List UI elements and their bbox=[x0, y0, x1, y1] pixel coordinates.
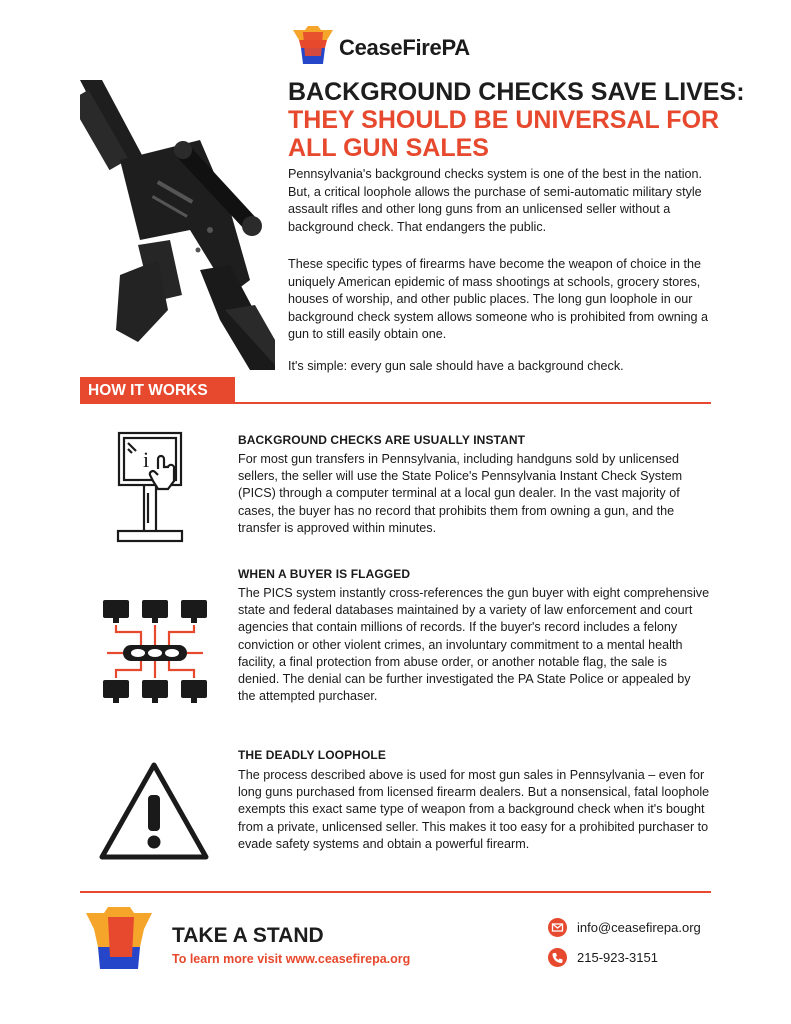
email-icon bbox=[548, 918, 567, 937]
keystone-logo-icon bbox=[291, 26, 335, 66]
computer-network-icon bbox=[103, 600, 207, 704]
headline-part-2: THEY SHOULD BE UNIVERSAL FOR ALL GUN SALES bbox=[288, 106, 720, 162]
website-link[interactable]: To learn more visit www.ceasefirepa.org bbox=[172, 952, 411, 966]
brand-name: CeaseFirePA bbox=[339, 35, 470, 60]
intro-paragraph: These specific types of firearms have become the weapon of choice in the uniquely American epidemic of mass shootings at schools, grocery stores, houses of worship, and other public places. The long gun loophole in our background check system allows someone who is prohibited from owning a gun to still easily obtain one. bbox=[288, 257, 709, 342]
kiosk-touchscreen-icon bbox=[110, 431, 190, 546]
section-title: BACKGROUND CHECKS ARE USUALLY INSTANT bbox=[238, 433, 526, 447]
phone-icon bbox=[548, 948, 567, 967]
section-divider bbox=[80, 402, 711, 404]
rifle-image bbox=[80, 80, 275, 370]
section-body: The process described above is used for most gun sales in Pennsylvania – even for long guns purchased from licensed firearm dealers. But a nonsensical, fatal loophole exempts this exact same type of weapon from a background check when it's bought from a private, unlicensed seller. This makes it too easy for a prohibited purchaser to evade safety systems and obtain a powerful firearm. bbox=[238, 768, 710, 851]
section-body: For most gun transfers in Pennsylvania, including handguns sold by unlicensed sellers, the seller will use the State Police's Pennsylvania Instant Check System (PICS) through a computer terminal at a local gun dealer. In the vast majority of cases, the buyer has no record that prohibits them from owning a gun, and the transfer is approved within minutes. bbox=[238, 452, 683, 535]
warning-triangle-icon bbox=[98, 761, 210, 861]
intro-paragraph: Pennsylvania's background checks system is one of the best in the nation. But, a critical loophole allows the purchase of semi-automatic military style assault rifles and other long guns from an unlicensed seller without a background check. That endangers the public. bbox=[288, 167, 703, 234]
section-title: WHEN A BUYER IS FLAGGED bbox=[238, 567, 411, 581]
keystone-logo-icon bbox=[86, 907, 152, 969]
email-link[interactable]: info@ceasefirepa.org bbox=[577, 920, 701, 935]
how-it-works-banner: HOW IT WORKS bbox=[80, 377, 235, 404]
headline-part-1: BACKGROUND CHECKS SAVE LIVES: bbox=[288, 78, 745, 106]
headline bbox=[288, 78, 758, 162]
ceasefirepa-logo bbox=[291, 26, 506, 66]
take-a-stand-title: TAKE A STAND bbox=[172, 924, 324, 947]
section-title: THE DEADLY LOOPHOLE bbox=[238, 748, 386, 762]
section-body: The PICS system instantly cross-references the gun buyer with eight comprehensive state and federal databases maintained by a variety of law enforcement and court agencies that contain millions of records. If the buyer's record includes a felony conviction or other violent crimes, an involuntary commitment to a mental health facility, a final protection from abuse order, or another notable flag, the sale is denied. The denial can be further investigated the PA State Police or appealed by the attempted purchaser. bbox=[238, 586, 710, 704]
footer-divider bbox=[80, 891, 711, 893]
svg-text:i: i bbox=[143, 447, 150, 472]
intro-paragraph: It's simple: every gun sale should have a background check. bbox=[288, 359, 624, 373]
phone-link[interactable]: 215-923-3151 bbox=[577, 950, 658, 965]
